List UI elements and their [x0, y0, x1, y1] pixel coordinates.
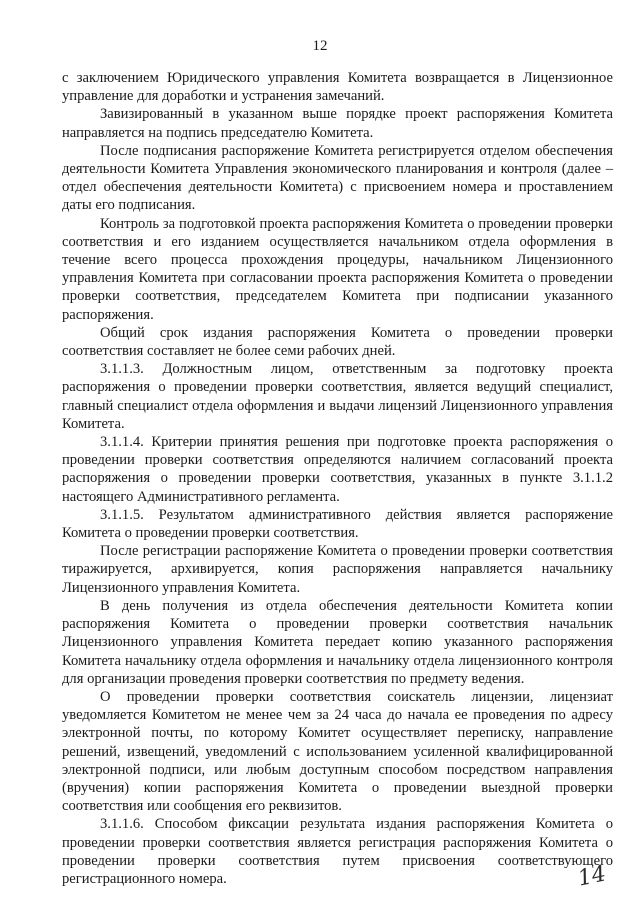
- paragraph-9: После регистрации распоряжение Комитета о проведении проверки соответствия тиражируется, архивируется, копия распоряжения направляется начальнику Лицензионного управления Комитета.: [62, 543, 613, 596]
- paragraph-11: О проведении проверки соответствия соискатель лицензии, лицензиат уведомляется Комитетом не менее чем за 24 часа до начала ее проведения по адресу электронной почты, по которому Комитет осуществляет переписку, направление решений, извещений, уведомлений с использованием усиленной квалифицированной электронной подписи, или любым доступным способом посредством направления (вручения) копии распоряжения Комитета о проведении выездной проверки соответствия или сообщения его реквизитов.: [62, 688, 613, 815]
- document-body: [62, 69, 613, 888]
- paragraph-8: 3.1.1.5. Результатом административного действия является распоряжение Комитета о проведении проверки соответствия.: [62, 506, 613, 542]
- paragraph-4: Контроль за подготовкой проекта распоряжения Комитета о проведении проверки соответствия и его изданием осуществляется начальником отдела оформления в течение всего процесса прохождения процедуры, начальником Лицензионного управления Комитета при согласовании проекта распоряжения Комитета о проведении проверки соответствия, председателем Комитета при подписании указанного распоряжения.: [62, 215, 613, 323]
- paragraph-2: Завизированный в указанном выше порядке проект распоряжения Комитета направляется на подпись председателю Комитета.: [62, 106, 613, 141]
- paragraph-1: с заключением Юридического управления Комитета возвращается в Лицензионное управление для доработки и устранения замечаний.: [62, 70, 613, 105]
- paragraph-7: 3.1.1.4. Критерии принятия решения при подготовке проекта распоряжения о проведении проверки соответствия определяются наличием согласований проекта распоряжения о проведении проверки соответствия, указанных в пункте 3.1.1.2 настоящего Административного регламента.: [62, 434, 613, 505]
- paragraph-6: 3.1.1.3. Должностным лицом, ответственным за подготовку проекта распоряжения о проведении проверки соответствия, является ведущий специалист, главный специалист отдела оформления и выдачи лицензий Лицензионного управления Комитета.: [62, 361, 613, 432]
- paragraph-10: В день получения из отдела обеспечения деятельности Комитета копии распоряжения Комитета о проведении проверки соответствия начальник Лицензионного управления Комитета передает копию указанного распоряжения Комитета начальнику отдела оформления и начальнику отдела лицензионного контроля для организации проведения проверки соответствия по предмету ведения.: [62, 597, 613, 687]
- page-number: 12: [312, 38, 328, 54]
- paragraph-12: 3.1.1.6. Способом фиксации результата издания распоряжения Комитета о проведении проверки соответствия является регистрация распоряжения Комитета о проведении проверки соответствия путем присвоения соответствующего регистрационного номера.: [62, 816, 613, 887]
- handwritten-page-annotation: 14: [575, 861, 609, 892]
- paragraph-3: После подписания распоряжение Комитета регистрируется отделом обеспечения деятельности Комитета Управления экономического планирования и контроля (далее – отдел обеспечения деятельности Комитета) с присвоением номера и проставлением даты его подписания.: [62, 142, 613, 214]
- paragraph-5: Общий срок издания распоряжения Комитета о проведении проверки соответствия составляет не более семи рабочих дней.: [62, 324, 613, 360]
